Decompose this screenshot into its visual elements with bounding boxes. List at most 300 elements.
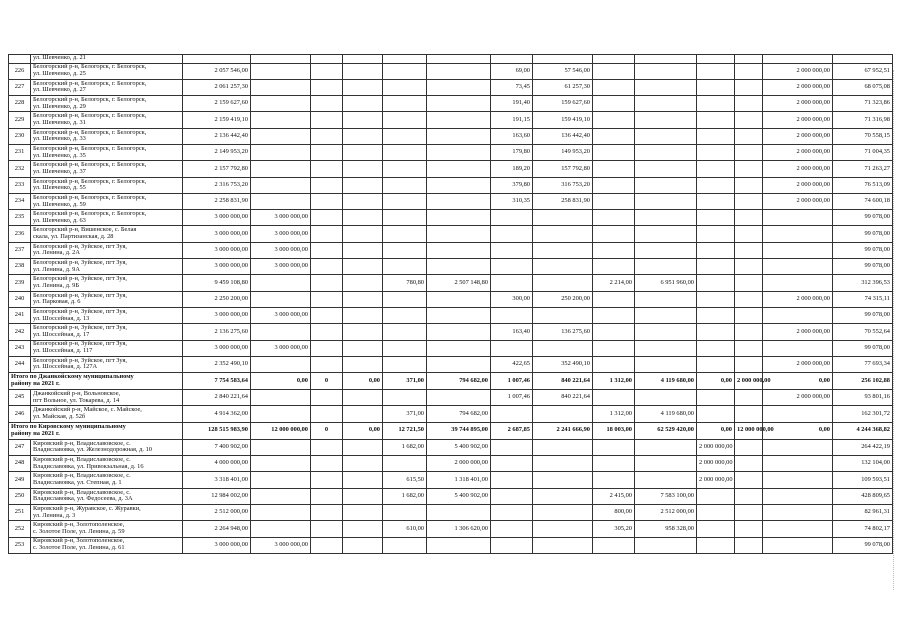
value-cell: 191,15 (491, 112, 533, 128)
value-cell (343, 291, 383, 307)
value-cell (533, 55, 593, 64)
value-cell (593, 439, 635, 455)
row-number: 250 (9, 488, 31, 504)
value-cell (735, 112, 763, 128)
value-cell: 2 000 000,00 (763, 63, 833, 79)
value-cell: 73,45 (491, 79, 533, 95)
value-cell: 5 400 902,00 (427, 439, 491, 455)
value-cell (311, 406, 343, 422)
row-number: 251 (9, 504, 31, 520)
row-number: 230 (9, 128, 31, 144)
value-cell: 2 415,00 (593, 488, 635, 504)
address-cell (31, 406, 183, 422)
value-cell (735, 259, 763, 275)
value-cell: 99 078,00 (833, 537, 893, 553)
value-cell (533, 537, 593, 553)
value-cell (491, 242, 533, 258)
value-cell (383, 79, 427, 95)
table-row (9, 193, 893, 209)
value-cell: 3 000 000,00 (251, 307, 311, 323)
address-line: ул. Шевченко, д. 59 (33, 200, 86, 208)
address-line: Белогорский р-н, Белогорск, г. Белогорск, (33, 128, 147, 136)
value-cell (697, 128, 735, 144)
table-row (9, 537, 893, 553)
value-cell (635, 456, 697, 472)
value-cell: 39 744 895,00 (427, 422, 491, 439)
value-cell: 250 200,00 (533, 291, 593, 307)
value-cell: 3 000 000,00 (183, 307, 251, 323)
value-cell (635, 537, 697, 553)
address-line: ул. Шевченко, д. 63 (33, 216, 86, 224)
value-cell (533, 242, 593, 258)
value-cell (635, 259, 697, 275)
address-line: району на 2021 г. (11, 429, 60, 437)
value-cell (343, 63, 383, 79)
value-cell: 3 318 401,00 (183, 472, 251, 488)
address-cell (31, 112, 183, 128)
value-cell (427, 63, 491, 79)
value-cell: 128 515 983,90 (183, 422, 251, 439)
address-line: ул. Шоссейная, д. 13 (33, 314, 90, 322)
subtotal-label (9, 422, 183, 439)
address-line: Белогорский р-н, Белогорск, г. Белогорск, (33, 144, 147, 152)
row-number: 228 (9, 96, 31, 112)
value-cell (533, 504, 593, 520)
table-row (9, 521, 893, 537)
value-cell (533, 456, 593, 472)
row-number: 226 (9, 63, 31, 79)
value-cell (697, 307, 735, 323)
subtotal-label (9, 373, 183, 390)
address-line: Белогорский р-н, Зуйское, пгт Зуя, (33, 291, 128, 299)
value-cell (427, 291, 491, 307)
value-cell (593, 128, 635, 144)
row-number: 231 (9, 144, 31, 160)
value-cell: 159 627,60 (533, 96, 593, 112)
value-cell (383, 63, 427, 79)
subtotal-row (9, 422, 893, 439)
address-line: Белогорский р-н, Зуйское, пгт Зуя, (33, 356, 128, 364)
value-cell: 189,20 (491, 161, 533, 177)
value-cell (311, 161, 343, 177)
value-cell (593, 390, 635, 406)
value-cell: 300,00 (491, 291, 533, 307)
value-cell (635, 356, 697, 372)
row-number: 232 (9, 161, 31, 177)
value-cell: 0,00 (343, 422, 383, 439)
value-cell (697, 161, 735, 177)
value-cell: 615,50 (383, 472, 427, 488)
address-line: Белогорский р-н, Зуйское, пгт Зуя, (33, 340, 128, 348)
value-cell (697, 112, 735, 128)
table-row (9, 504, 893, 520)
value-cell (635, 144, 697, 160)
value-cell (311, 128, 343, 144)
value-cell (593, 259, 635, 275)
value-cell: 2 000 000,00 (763, 324, 833, 340)
value-cell: 157 792,80 (533, 161, 593, 177)
value-cell (343, 112, 383, 128)
address-line: Владиславовка, ул. Степная, д. 1 (33, 478, 122, 486)
value-cell (635, 291, 697, 307)
value-cell: 2 136 275,60 (183, 324, 251, 340)
address-cell (31, 210, 183, 226)
value-cell (427, 504, 491, 520)
value-cell (533, 210, 593, 226)
address-line: Белогорский р-н, Белогорск, г. Белогорск, (33, 96, 147, 104)
value-cell: 74 802,17 (833, 521, 893, 537)
value-cell (251, 472, 311, 488)
address-line: району на 2021 г. (11, 380, 60, 388)
value-cell (491, 472, 533, 488)
table-row (9, 96, 893, 112)
value-cell (427, 226, 491, 242)
value-cell: 2 512 000,00 (635, 504, 697, 520)
address-line: ул. Шевченко, д. 33 (33, 135, 86, 143)
value-cell (697, 406, 735, 422)
value-cell (763, 340, 833, 356)
value-cell: 840 221,64 (533, 373, 593, 390)
value-cell: 99 078,00 (833, 242, 893, 258)
value-cell (635, 177, 697, 193)
subtotal-row (9, 373, 893, 390)
value-cell: 162 301,72 (833, 406, 893, 422)
address-line: Белогорский р-н, Зуйское, пгт Зуя, (33, 275, 128, 283)
value-cell (427, 193, 491, 209)
value-cell (251, 161, 311, 177)
value-cell (251, 439, 311, 455)
value-cell (311, 439, 343, 455)
address-line: Кировский р-н, Журавское, с. Журавки, (33, 504, 141, 512)
value-cell: 2 000 000,00 (763, 79, 833, 95)
value-cell (311, 144, 343, 160)
address-cell (31, 161, 183, 177)
value-cell (251, 144, 311, 160)
value-cell: 136 442,40 (533, 128, 593, 144)
value-cell (311, 112, 343, 128)
value-cell (533, 307, 593, 323)
value-cell (533, 340, 593, 356)
value-cell: 3 000 000,00 (183, 537, 251, 553)
value-cell (635, 439, 697, 455)
value-cell: 3 000 000,00 (183, 340, 251, 356)
value-cell (343, 488, 383, 504)
table-body (9, 55, 893, 554)
value-cell (343, 307, 383, 323)
value-cell (735, 307, 763, 323)
value-cell (251, 177, 311, 193)
value-cell (697, 340, 735, 356)
address-cell (31, 456, 183, 472)
value-cell: 61 257,30 (533, 79, 593, 95)
value-cell: 99 078,00 (833, 226, 893, 242)
value-cell: 1 312,00 (593, 373, 635, 390)
value-cell: 18 003,00 (593, 422, 635, 439)
value-cell: 163,60 (491, 128, 533, 144)
value-cell (635, 242, 697, 258)
value-cell (735, 177, 763, 193)
row-number: 239 (9, 275, 31, 291)
address-line: скала, ул. Партизанская, д. 28 (33, 233, 114, 241)
value-cell (735, 55, 763, 64)
address-line: ул. Шевченко, д. 37 (33, 167, 86, 175)
value-cell: 2 000 000,00 (763, 177, 833, 193)
value-cell (735, 193, 763, 209)
value-cell (343, 521, 383, 537)
value-cell: 2 000 000,00 (427, 456, 491, 472)
value-cell: 2 241 666,90 (533, 422, 593, 439)
value-cell (343, 55, 383, 64)
value-cell: 4 119 680,00 (635, 373, 697, 390)
value-cell (491, 537, 533, 553)
value-cell (593, 112, 635, 128)
address-line: ул. Шоссейная, д. 17 (33, 330, 90, 338)
value-cell (735, 144, 763, 160)
address-cell (31, 63, 183, 79)
value-cell (491, 456, 533, 472)
address-line: ул. Майская, д. 52б (33, 413, 86, 421)
value-cell (427, 390, 491, 406)
value-cell: 69,00 (491, 63, 533, 79)
value-cell (343, 439, 383, 455)
value-cell (383, 259, 427, 275)
address-line: Белогорский р-н, Зуйское, пгт Зуя, (33, 307, 128, 315)
value-cell (383, 144, 427, 160)
value-cell: 12 000 000,00 (251, 422, 311, 439)
address-line: Кировский р-н, Владиславовское, с. (33, 439, 131, 447)
value-cell (635, 63, 697, 79)
table-row (9, 406, 893, 422)
address-cell (31, 390, 183, 406)
value-cell (635, 128, 697, 144)
value-cell (593, 96, 635, 112)
value-cell (593, 63, 635, 79)
value-cell (311, 521, 343, 537)
value-cell (311, 275, 343, 291)
address-cell (31, 177, 183, 193)
address-cell (31, 356, 183, 372)
value-cell: 422,65 (491, 356, 533, 372)
value-cell (311, 291, 343, 307)
table-row (9, 128, 893, 144)
address-line: ул. Ленина, д. 3 (33, 511, 76, 519)
value-cell (697, 55, 735, 64)
value-cell: 5 400 902,00 (427, 488, 491, 504)
value-cell (251, 112, 311, 128)
value-cell: 1 682,00 (383, 439, 427, 455)
value-cell: 4 119 680,00 (635, 406, 697, 422)
value-cell (491, 439, 533, 455)
value-cell (763, 226, 833, 242)
value-cell (343, 504, 383, 520)
address-cell (31, 226, 183, 242)
address-cell (31, 307, 183, 323)
value-cell: 2 258 831,90 (183, 193, 251, 209)
row-number: 235 (9, 210, 31, 226)
value-cell (735, 324, 763, 340)
address-line: ул. Шевченко, д. 35 (33, 151, 86, 159)
value-cell (311, 488, 343, 504)
value-cell (593, 242, 635, 258)
scan-edge-mark (893, 70, 900, 590)
value-cell (697, 259, 735, 275)
value-cell (593, 144, 635, 160)
value-cell (311, 356, 343, 372)
value-cell: 93 801,16 (833, 390, 893, 406)
value-cell: 2 159 627,60 (183, 96, 251, 112)
row-number: 229 (9, 112, 31, 128)
row-number: 241 (9, 307, 31, 323)
value-cell (251, 356, 311, 372)
value-cell (251, 406, 311, 422)
value-cell (593, 161, 635, 177)
value-cell (383, 128, 427, 144)
value-cell: 2 250 200,00 (183, 291, 251, 307)
row-number: 242 (9, 324, 31, 340)
value-cell: 149 953,20 (533, 144, 593, 160)
value-cell (383, 456, 427, 472)
value-cell (735, 128, 763, 144)
row-number: 233 (9, 177, 31, 193)
address-cell (31, 128, 183, 144)
address-line: Белогорский р-н, Белогорск, г. Белогорск, (33, 193, 147, 201)
value-cell (427, 128, 491, 144)
value-cell (251, 193, 311, 209)
value-cell (311, 193, 343, 209)
value-cell: 62 529 420,00 (635, 422, 697, 439)
address-line: Белогорский р-н, Белогорск, г. Белогорск, (33, 161, 147, 169)
value-cell (491, 275, 533, 291)
value-cell (763, 439, 833, 455)
table-row (9, 456, 893, 472)
value-cell: 99 078,00 (833, 259, 893, 275)
value-cell (697, 177, 735, 193)
address-line: Кировский р-н, Владиславовское, с. (33, 455, 131, 463)
value-cell: 3 000 000,00 (251, 259, 311, 275)
address-cell (31, 439, 183, 455)
value-cell (697, 226, 735, 242)
value-cell (343, 275, 383, 291)
table-row (9, 390, 893, 406)
value-cell (343, 472, 383, 488)
value-cell (383, 324, 427, 340)
row-number: 247 (9, 439, 31, 455)
value-cell (383, 390, 427, 406)
value-cell (735, 390, 763, 406)
value-cell (763, 259, 833, 275)
value-cell: 7 754 583,64 (183, 373, 251, 390)
value-cell: 6 951 960,00 (635, 275, 697, 291)
value-cell (311, 324, 343, 340)
value-cell: 2 316 753,20 (183, 177, 251, 193)
address-line: ул. Шевченко, д. 27 (33, 86, 86, 94)
value-cell: 316 753,20 (533, 177, 593, 193)
value-cell: 305,20 (593, 521, 635, 537)
value-cell (697, 96, 735, 112)
row-number: 243 (9, 340, 31, 356)
value-cell: 7 400 902,00 (183, 439, 251, 455)
value-cell (251, 275, 311, 291)
value-cell: 3 000 000,00 (183, 242, 251, 258)
value-cell: 2 000 000,00 (763, 161, 833, 177)
table-row (9, 275, 893, 291)
value-cell: 2 000 000,00 (697, 456, 735, 472)
value-cell (735, 275, 763, 291)
value-cell: 794 682,00 (427, 373, 491, 390)
address-line: с. Золотое Поле, ул. Ленина, д. 59 (33, 527, 125, 535)
value-cell: 3 000 000,00 (183, 226, 251, 242)
value-cell: 0,00 (697, 422, 735, 439)
address-line: Кировский р-н, Золотополенское, (33, 521, 125, 529)
table-row (9, 55, 893, 64)
value-cell: 1 306 620,00 (427, 521, 491, 537)
address-line: ул. Шевченко, д. 31 (33, 119, 86, 127)
value-cell: 0,00 (343, 373, 383, 390)
value-cell (491, 55, 533, 64)
value-cell (697, 356, 735, 372)
address-line: Итого по Джанкойскому муниципальному (11, 373, 134, 381)
address-cell (31, 291, 183, 307)
value-cell: 2 840 221,64 (183, 390, 251, 406)
value-cell: 256 102,88 (833, 373, 893, 390)
address-line: Джанкойский р-н, Майское, с. Майское, (33, 406, 142, 414)
value-cell: 3 000 000,00 (251, 340, 311, 356)
value-cell (251, 504, 311, 520)
address-line: ул. Шевченко, д. 21 (33, 54, 86, 62)
row-number: 227 (9, 79, 31, 95)
value-cell (735, 79, 763, 95)
value-cell (491, 210, 533, 226)
value-cell (343, 456, 383, 472)
value-cell (593, 324, 635, 340)
value-cell (635, 226, 697, 242)
value-cell (491, 504, 533, 520)
address-cell (31, 537, 183, 553)
value-cell: 258 831,90 (533, 193, 593, 209)
value-cell (593, 307, 635, 323)
value-cell (383, 504, 427, 520)
value-cell (383, 193, 427, 209)
row-number: 246 (9, 406, 31, 422)
value-cell (533, 472, 593, 488)
value-cell (251, 55, 311, 64)
address-line: ул. Шевченко, д. 55 (33, 184, 86, 192)
value-cell (533, 275, 593, 291)
address-line: Белогорский р-н, Белогорск, г. Белогорск, (33, 79, 147, 87)
address-line: ул. Ленина, д. 2А (33, 249, 80, 257)
value-cell (343, 96, 383, 112)
value-cell: 68 075,08 (833, 79, 893, 95)
value-cell (251, 96, 311, 112)
value-cell (311, 242, 343, 258)
row-number: 238 (9, 259, 31, 275)
value-cell: 2 000 000,00 (763, 291, 833, 307)
value-cell (343, 177, 383, 193)
value-cell (491, 488, 533, 504)
value-cell: 76 513,09 (833, 177, 893, 193)
address-line: Белогорский р-н, Белогорск, г. Белогорск, (33, 177, 147, 185)
value-cell (697, 488, 735, 504)
value-cell (427, 112, 491, 128)
value-cell (697, 193, 735, 209)
value-cell (427, 242, 491, 258)
value-cell: 163,40 (491, 324, 533, 340)
value-cell (491, 406, 533, 422)
row-number: 244 (9, 356, 31, 372)
value-cell (427, 259, 491, 275)
value-cell (383, 356, 427, 372)
value-cell: 4 914 362,00 (183, 406, 251, 422)
